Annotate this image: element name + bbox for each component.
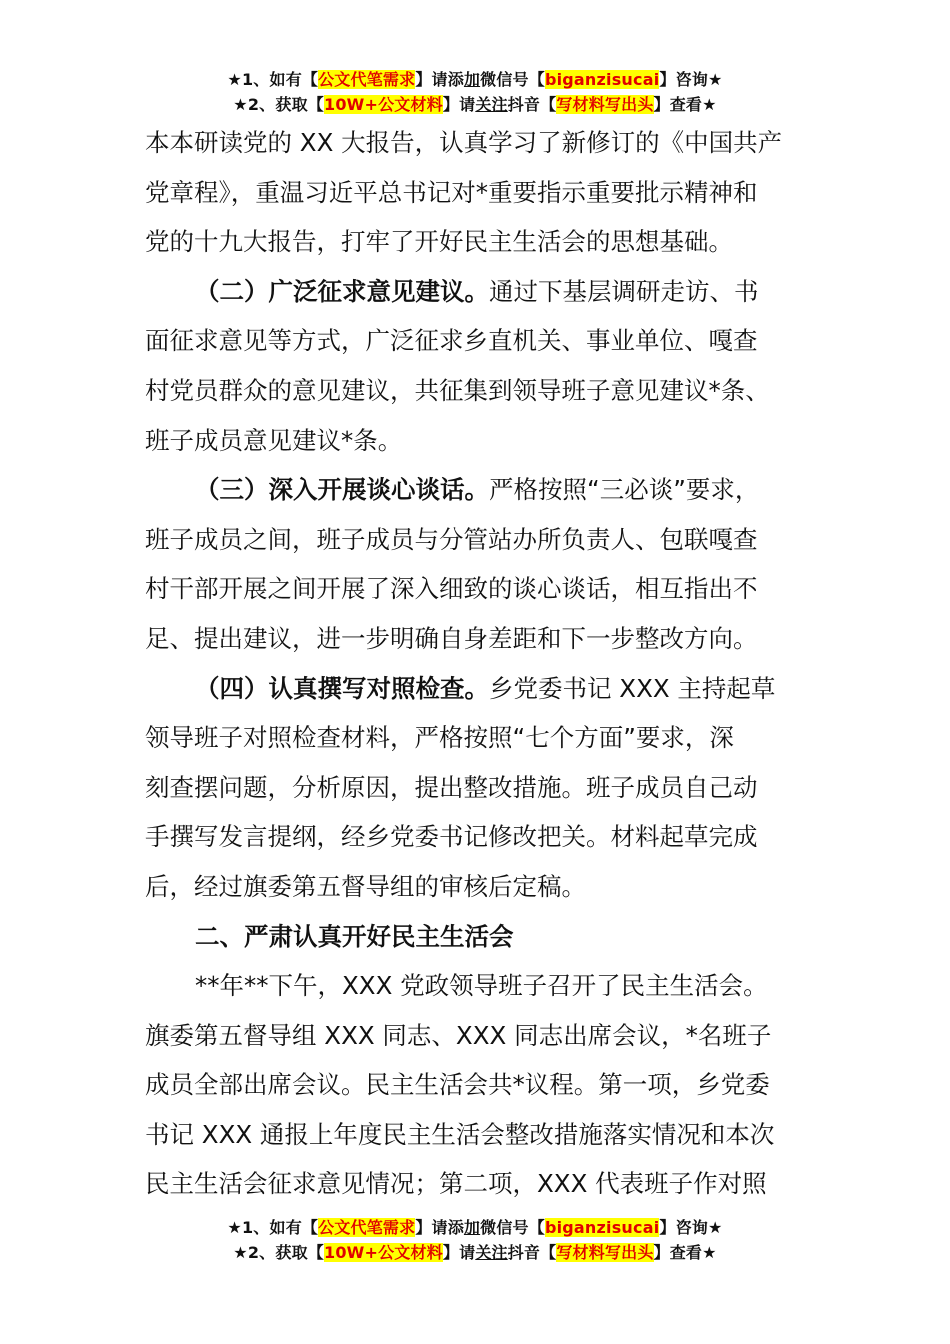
paragraph-line: 成员全部出席会议。民主生活会共*议程。第一项，乡党委 bbox=[145, 1070, 770, 1100]
notice-text: 】请添 bbox=[415, 70, 464, 89]
paragraph-line: 村党员群众的意见建议，共征集到领导班子意见建议*条、 bbox=[145, 375, 770, 405]
section-heading: （三）深入开展谈心谈话。 bbox=[195, 475, 489, 505]
section-text: 乡党委书记 XXX 主持起草 bbox=[489, 673, 776, 703]
paragraph-line: 本本研读党的 XX 大报告，认真学习了新修订的《中国共产 bbox=[145, 128, 783, 157]
section-heading: （四）认真撰写对照检查。 bbox=[195, 673, 489, 703]
notice-text: 抖音【 bbox=[507, 95, 557, 114]
underlined-text: 加 bbox=[463, 1218, 481, 1237]
notice-text: 】咨询★ bbox=[659, 70, 723, 89]
notice-text: 】请 bbox=[442, 1243, 476, 1262]
notice-line-1 bbox=[0, 68, 950, 93]
section-4-paragraph bbox=[145, 664, 835, 714]
paragraph-line: 面征求意见等方式，广泛征求乡直机关、事业单位、嘎查 bbox=[145, 326, 758, 356]
paragraph-line: 领导班子对照检查材料，严格按照“七个方面”要求，深 bbox=[145, 723, 734, 753]
notice-text: 】咨询★ bbox=[659, 1218, 723, 1237]
notice-text: ★1、如有【 bbox=[227, 1218, 319, 1237]
notice-text: 】查看★ bbox=[653, 1243, 717, 1262]
notice-line-2 bbox=[0, 93, 950, 118]
chapter-heading: 二、严肃认真开好民主生活会 bbox=[195, 921, 514, 951]
notice-line-1 bbox=[0, 1216, 950, 1241]
paragraph-line: 班子成员意见建议*条。 bbox=[145, 425, 403, 455]
document-body bbox=[145, 118, 835, 1209]
paragraph-line: 足、提出建议，进一步明确自身差距和下一步整改方向。 bbox=[145, 623, 758, 653]
paragraph-line: 手撰写发言提纲，经乡党委书记修改把关。材料起草完成 bbox=[145, 822, 758, 852]
notice-text: ★1、如有【 bbox=[227, 70, 319, 89]
highlight-douyin-account: 写材料写出头 bbox=[556, 95, 654, 114]
highlight-materials-text: 10W+公文材料 bbox=[323, 1243, 443, 1262]
footer-notice-banner bbox=[0, 1216, 950, 1266]
underlined-text: 关注 bbox=[475, 1243, 508, 1262]
highlight-service-text: 公文代笔需求 bbox=[318, 70, 416, 89]
notice-text: 微信号【 bbox=[480, 70, 545, 89]
section-2-paragraph bbox=[145, 267, 835, 317]
paragraph-line: 书记 XXX 通报上年度民主生活会整改措施落实情况和本次 bbox=[145, 1119, 775, 1149]
paragraph-line: 后，经过旗委第五督导组的审核后定稿。 bbox=[145, 871, 586, 901]
header-notice-banner bbox=[0, 68, 950, 118]
underlined-text: 加 bbox=[463, 70, 481, 89]
highlight-wechat-id: biganzisucai bbox=[544, 70, 660, 89]
notice-line-2 bbox=[0, 1241, 950, 1266]
paragraph-line: 民主生活会征求意见情况；第二项，XXX 代表班子作对照 bbox=[145, 1169, 767, 1199]
paragraph-line: **年**下午，XXX 党政领导班子召开了民主生活会。 bbox=[195, 971, 768, 1001]
paragraph-line: 班子成员之间，班子成员与分管站办所负责人、包联嘎查 bbox=[145, 524, 758, 554]
notice-text: 】请添 bbox=[415, 1218, 464, 1237]
highlight-douyin-account: 写材料写出头 bbox=[556, 1243, 654, 1262]
underlined-text: 关注 bbox=[475, 95, 508, 114]
section-heading: （二）广泛征求意见建议。 bbox=[195, 276, 489, 306]
highlight-service-text: 公文代笔需求 bbox=[318, 1218, 416, 1237]
notice-text: 抖音【 bbox=[507, 1243, 557, 1262]
notice-text: ★2、获取【 bbox=[233, 95, 324, 114]
paragraph-line: 旗委第五督导组 XXX 同志、XXX 同志出席会议，*名班子 bbox=[145, 1020, 772, 1050]
paragraph-line: 村干部开展之间开展了深入细致的谈心谈话，相互指出不 bbox=[145, 574, 758, 604]
highlight-wechat-id: biganzisucai bbox=[544, 1218, 660, 1237]
paragraph-line: 党章程》，重温习近平总书记对*重要指示重要批示精神和 bbox=[145, 177, 758, 207]
section-text: 严格按照“三必谈”要求， bbox=[489, 475, 760, 505]
section-text: 通过下基层调研走访、书 bbox=[489, 276, 759, 306]
notice-text: 微信号【 bbox=[480, 1218, 545, 1237]
notice-text: 】查看★ bbox=[653, 95, 717, 114]
highlight-materials-text: 10W+公文材料 bbox=[323, 95, 443, 114]
section-3-paragraph bbox=[145, 465, 835, 515]
paragraph-line: 党的十九大报告，打牢了开好民主生活会的思想基础。 bbox=[145, 227, 733, 257]
paragraph-line: 刻查摆问题，分析原因，提出整改措施。班子成员自己动 bbox=[145, 772, 758, 802]
notice-text: 】请 bbox=[442, 95, 476, 114]
notice-text: ★2、获取【 bbox=[233, 1243, 324, 1262]
